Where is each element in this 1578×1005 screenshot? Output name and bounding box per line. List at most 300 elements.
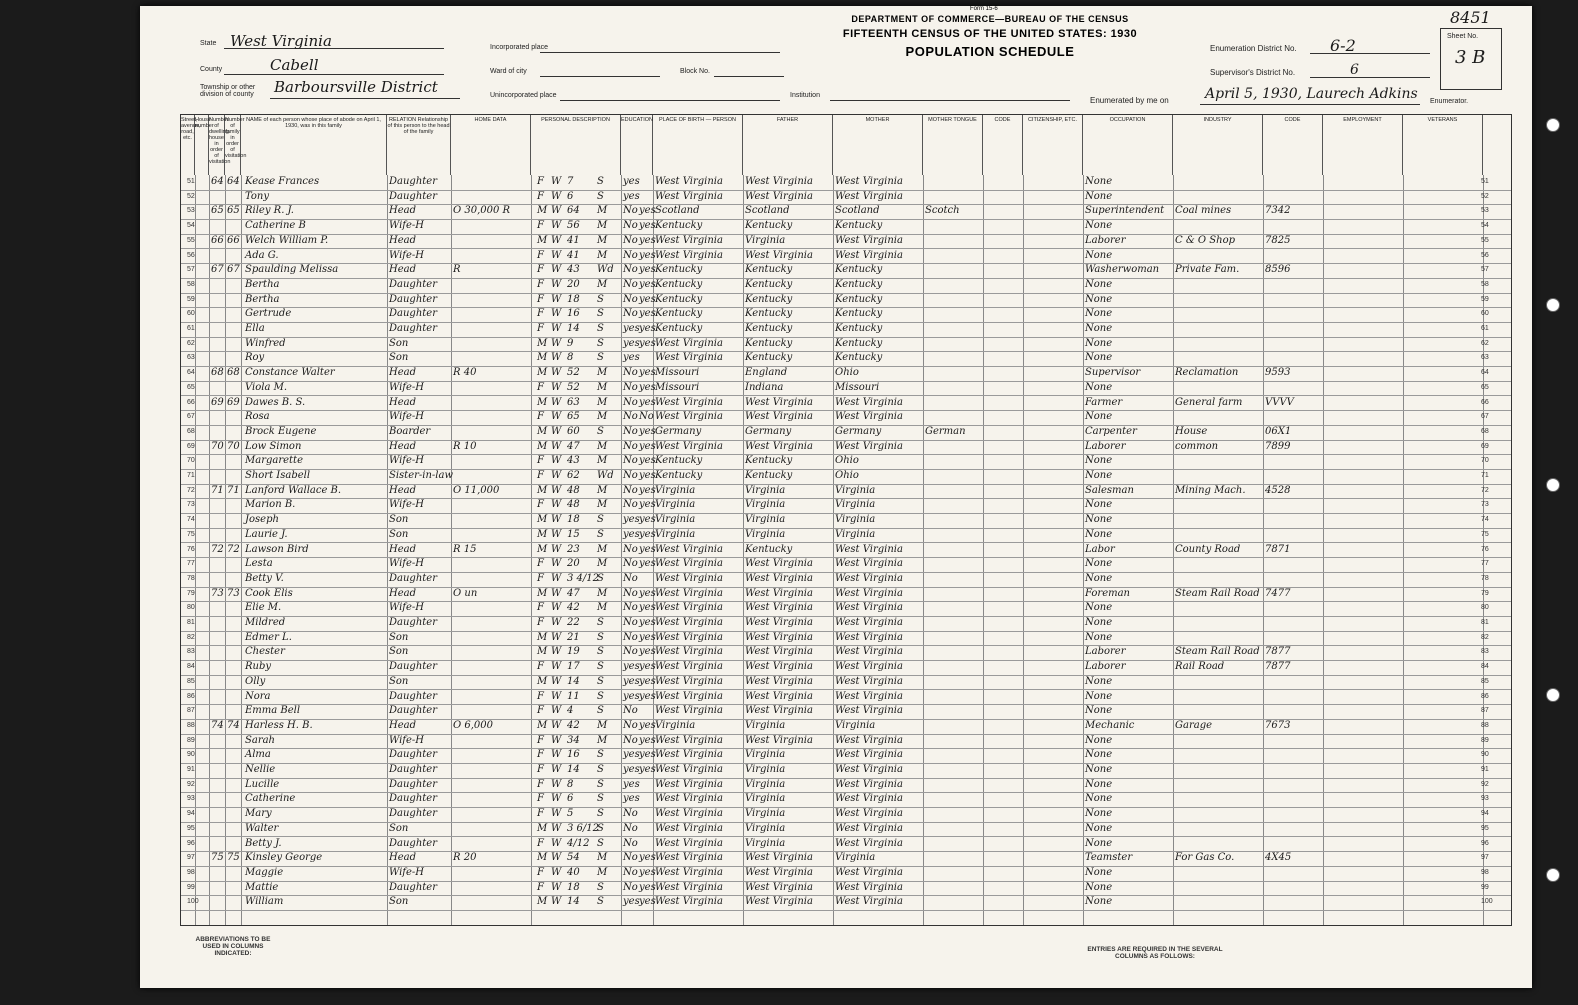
block-label: Block No.	[680, 68, 710, 75]
line-number: 54	[187, 222, 195, 230]
line-number: 74	[187, 516, 195, 524]
cell-sex: M	[537, 484, 548, 496]
cell-occ: None	[1085, 617, 1113, 628]
cell-rel: Wife-H	[389, 381, 425, 393]
table-row	[181, 322, 1511, 338]
cell-mpob: West Virginia	[835, 808, 903, 820]
cell-home	[453, 396, 529, 411]
archive-stamp: 8451	[1450, 8, 1491, 27]
cell-home	[453, 748, 529, 763]
township-label: Township or other division of county	[200, 84, 256, 98]
cell-read: yes	[639, 675, 656, 687]
cell-sch: No	[623, 587, 638, 599]
cell-pob: West Virginia	[655, 793, 723, 805]
cell-ind	[1175, 219, 1263, 234]
cell-code	[1265, 807, 1321, 822]
cell-race: W	[551, 425, 562, 437]
cell-dw	[211, 572, 225, 587]
cell-occ: Laborer	[1085, 646, 1126, 658]
cell-code: 4X45	[1265, 852, 1292, 864]
cell-dw: 70	[211, 440, 224, 452]
cell-code	[1265, 778, 1321, 793]
cell-fpob: West Virginia	[745, 617, 813, 628]
cell-dw	[211, 895, 225, 910]
cell-home	[453, 895, 529, 910]
line-number: 100	[187, 898, 199, 906]
cell-home: R 40	[453, 367, 477, 379]
cell-occ: None	[1085, 675, 1113, 687]
cell-home	[453, 572, 529, 587]
cell-rel: Sister-in-law	[389, 470, 454, 481]
cell-fpob: Virginia	[745, 234, 786, 246]
line-number: 65	[187, 383, 195, 391]
cell-code: 7342	[1265, 205, 1291, 217]
cell-occ: None	[1085, 381, 1113, 393]
cell-race: W	[551, 705, 562, 717]
cell-mpob: West Virginia	[835, 631, 903, 643]
cell-sex: F	[537, 293, 544, 305]
cell-sex: F	[537, 264, 544, 276]
cell-name: Walter	[245, 822, 279, 834]
cell-occ: None	[1085, 176, 1113, 187]
cell-name: Olly	[245, 675, 266, 687]
cell-fpob: West Virginia	[745, 440, 813, 452]
line-number: 55	[187, 236, 195, 244]
cell-tongue	[925, 719, 983, 734]
line-number: 82	[187, 633, 195, 641]
cell-occ: None	[1085, 690, 1113, 702]
cell-sch: yes	[623, 337, 640, 349]
cell-occ: None	[1085, 896, 1113, 908]
cell-ms: M	[597, 381, 608, 393]
cell-mpob: Ohio	[835, 470, 859, 481]
cell-rel: Daughter	[389, 617, 437, 628]
cell-name: Mattie	[245, 881, 279, 893]
column-header: House number	[195, 115, 209, 175]
line-number: 76	[1481, 545, 1489, 553]
cell-pob: Kentucky	[655, 264, 703, 276]
cell-dw	[211, 557, 225, 572]
cell-tongue	[925, 572, 983, 587]
cell-fpob: Kentucky	[745, 308, 793, 320]
line-number: 87	[1481, 707, 1489, 715]
line-number: 97	[1481, 854, 1489, 862]
line-number: 63	[187, 354, 195, 362]
cell-pob: West Virginia	[655, 661, 723, 673]
cell-code	[1265, 454, 1321, 469]
cell-ind: Coal mines	[1175, 205, 1232, 217]
cell-occ: None	[1085, 705, 1113, 717]
cell-sex: M	[537, 440, 548, 452]
cell-mpob: West Virginia	[835, 411, 903, 423]
cell-ms: M	[597, 719, 608, 731]
cell-pob: Kentucky	[655, 278, 703, 290]
cell-name: Constance Walter	[245, 367, 335, 379]
enum-district-value: 6-2	[1330, 36, 1356, 55]
cell-home	[453, 616, 529, 631]
cell-age: 3 6/12	[567, 822, 599, 834]
cell-ms: M	[597, 411, 608, 423]
cell-pob: Virginia	[655, 514, 696, 526]
cell-ind	[1175, 454, 1263, 469]
cell-home	[453, 792, 529, 807]
cell-race: W	[551, 337, 562, 349]
line-number: 71	[187, 472, 195, 479]
cell-fam: 65	[227, 205, 240, 217]
line-number: 81	[187, 619, 195, 626]
cell-rel: Boarder	[389, 425, 431, 437]
cell-rel: Daughter	[389, 308, 437, 320]
cell-dw	[211, 601, 225, 616]
cell-tongue	[925, 822, 983, 837]
line-number: 64	[1481, 369, 1489, 377]
cell-mpob: West Virginia	[835, 646, 903, 658]
cell-sex: F	[537, 381, 544, 393]
cell-age: 9	[567, 337, 574, 349]
cell-home	[453, 307, 529, 322]
cell-fpob: Kentucky	[745, 470, 793, 481]
cell-fpob: West Virginia	[745, 190, 813, 202]
cell-read: yes	[639, 470, 656, 481]
cell-code	[1265, 748, 1321, 763]
cell-dw	[211, 631, 225, 646]
table-row	[181, 337, 1511, 353]
cell-fam	[227, 881, 241, 896]
cell-home	[453, 601, 529, 616]
line-number: 92	[187, 780, 195, 788]
cell-dw: 75	[211, 852, 224, 864]
cell-rel: Head	[389, 719, 417, 731]
cell-occ: None	[1085, 337, 1113, 349]
cell-race: W	[551, 822, 562, 834]
cell-ms: M	[597, 367, 608, 379]
cell-code	[1265, 219, 1321, 234]
cell-sex: F	[537, 793, 544, 805]
cell-sch: No	[623, 308, 638, 320]
table-row	[181, 190, 1511, 206]
cell-code: 7477	[1265, 587, 1291, 599]
cell-rel: Daughter	[389, 793, 437, 805]
table-row	[181, 895, 1511, 911]
cell-read: yes	[639, 293, 656, 305]
cell-rel: Son	[389, 896, 409, 908]
cell-race: W	[551, 852, 562, 864]
cell-race: W	[551, 367, 562, 379]
table-row	[181, 381, 1511, 397]
cell-rel: Head	[389, 484, 417, 496]
cell-age: 34	[567, 734, 580, 746]
cell-sex: M	[537, 234, 548, 246]
table-row	[181, 219, 1511, 235]
cell-fpob: Kentucky	[745, 455, 793, 467]
cell-sch: No	[623, 470, 638, 481]
line-number: 89	[187, 736, 195, 744]
cell-fam	[227, 704, 241, 719]
cell-fpob: Kentucky	[745, 337, 793, 349]
cell-sex: F	[537, 881, 544, 893]
cell-fam: 68	[227, 367, 240, 379]
cell-occ: None	[1085, 602, 1113, 614]
cell-tongue	[925, 778, 983, 793]
line-number: 59	[187, 295, 195, 303]
cell-fpob: West Virginia	[745, 896, 813, 908]
line-number: 94	[1481, 810, 1489, 818]
cell-pob: West Virginia	[655, 337, 723, 349]
cell-ms: S	[597, 690, 604, 702]
table-row	[181, 204, 1511, 220]
cell-fam: 67	[227, 264, 240, 276]
cell-sch: yes	[623, 528, 640, 540]
cell-race: W	[551, 558, 562, 570]
cell-age: 14	[567, 323, 580, 334]
cell-age: 15	[567, 528, 580, 540]
cell-fam	[227, 190, 241, 205]
cell-sch: yes	[623, 793, 640, 805]
cell-read: yes	[639, 205, 656, 217]
cell-ind	[1175, 190, 1263, 205]
cell-read: yes	[639, 484, 656, 496]
cell-ms: M	[597, 396, 608, 408]
cell-sex: M	[537, 631, 548, 643]
cell-fpob: West Virginia	[745, 411, 813, 423]
cell-race: W	[551, 661, 562, 673]
line-number: 93	[187, 795, 195, 803]
cell-read: yes	[639, 631, 656, 643]
cell-sex: F	[537, 176, 544, 187]
line-number: 61	[1481, 325, 1489, 332]
cell-race: W	[551, 484, 562, 496]
enumerated-label: Enumerated by me on	[1090, 96, 1169, 105]
table-row	[181, 587, 1511, 603]
cell-race: W	[551, 293, 562, 305]
column-header: MOTHER	[833, 115, 923, 175]
line-number: 59	[1481, 295, 1489, 303]
cell-ms: Wd	[597, 264, 614, 276]
cell-age: 21	[567, 631, 580, 643]
cell-fam: 64	[227, 176, 240, 187]
cell-home: O 6,000	[453, 719, 494, 731]
cell-home	[453, 881, 529, 896]
cell-sex: M	[537, 396, 548, 408]
cell-rel: Head	[389, 852, 417, 864]
cell-ind: Garage	[1175, 719, 1213, 731]
cell-code	[1265, 675, 1321, 690]
cell-age: 60	[567, 425, 580, 437]
cell-race: W	[551, 323, 562, 334]
cell-name: Bertha	[245, 293, 280, 305]
cell-fpob: West Virginia	[745, 646, 813, 658]
cell-race: W	[551, 543, 562, 555]
cell-age: 18	[567, 881, 580, 893]
cell-mpob: West Virginia	[835, 176, 903, 187]
cell-ms: M	[597, 484, 608, 496]
table-row	[181, 366, 1511, 382]
cell-fam	[227, 675, 241, 690]
cell-occ: None	[1085, 866, 1113, 878]
cell-ms: M	[597, 455, 608, 467]
cell-fam	[227, 734, 241, 749]
cell-ms: S	[597, 661, 604, 673]
cell-sex: M	[537, 719, 548, 731]
cell-tongue	[925, 469, 983, 484]
line-number: 65	[1481, 383, 1489, 391]
cell-read: yes	[639, 896, 656, 908]
cell-tongue	[925, 851, 983, 866]
cell-age: 16	[567, 308, 580, 320]
cell-ms: S	[597, 425, 604, 437]
cell-mpob: West Virginia	[835, 837, 903, 849]
sheet-value: 3 B	[1455, 47, 1486, 68]
cell-ind: For Gas Co.	[1175, 852, 1235, 864]
cell-occ: Mechanic	[1085, 719, 1135, 731]
cell-occ: None	[1085, 528, 1113, 540]
cell-code	[1265, 513, 1321, 528]
cell-sch: No	[623, 543, 638, 555]
cell-age: 4	[567, 705, 574, 717]
cell-read: yes	[639, 278, 656, 290]
cell-rel: Daughter	[389, 278, 437, 290]
cell-fpob: Virginia	[745, 749, 786, 761]
cell-name: Lawson Bird	[245, 543, 309, 555]
cell-tongue	[925, 498, 983, 513]
cell-read: yes	[639, 396, 656, 408]
line-number: 56	[187, 251, 195, 259]
cell-ind	[1175, 410, 1263, 425]
cell-code	[1265, 175, 1321, 190]
line-number: 91	[187, 766, 195, 773]
cell-code: 7877	[1265, 661, 1291, 673]
cell-ind	[1175, 807, 1263, 822]
cell-fam: 70	[227, 440, 240, 452]
cell-age: 18	[567, 514, 580, 526]
cell-ms: S	[597, 176, 604, 187]
cell-fam	[227, 249, 241, 264]
cell-ms: S	[597, 352, 604, 364]
cell-pob: West Virginia	[655, 572, 723, 584]
line-number: 75	[1481, 530, 1489, 538]
column-header: CITIZENSHIP, ETC.	[1023, 115, 1083, 175]
cell-occ: None	[1085, 190, 1113, 202]
cell-occ: None	[1085, 308, 1113, 320]
cell-home: R 10	[453, 440, 477, 452]
cell-fpob: West Virginia	[745, 176, 813, 187]
cell-occ: None	[1085, 249, 1113, 261]
cell-fpob: Virginia	[745, 837, 786, 849]
cell-home	[453, 381, 529, 396]
cell-race: W	[551, 896, 562, 908]
cell-read: yes	[639, 881, 656, 893]
cell-fam	[227, 763, 241, 778]
cell-pob: West Virginia	[655, 881, 723, 893]
cell-fam	[227, 778, 241, 793]
cell-ind: General farm	[1175, 396, 1243, 408]
cell-occ: None	[1085, 572, 1113, 584]
cell-fpob: Virginia	[745, 793, 786, 805]
cell-dw	[211, 822, 225, 837]
line-number: 68	[187, 427, 195, 435]
cell-fam	[227, 616, 241, 631]
cell-pob: Virginia	[655, 499, 696, 511]
table-row	[181, 498, 1511, 514]
line-number: 69	[1481, 442, 1489, 450]
cell-sex: F	[537, 558, 544, 570]
cell-sex: F	[537, 734, 544, 746]
cell-name: William	[245, 896, 284, 908]
cell-mpob: Missouri	[835, 381, 880, 393]
cell-race: W	[551, 514, 562, 526]
line-number: 52	[187, 192, 195, 200]
cell-read: yes	[639, 367, 656, 379]
cell-home	[453, 175, 529, 190]
cell-sex: F	[537, 866, 544, 878]
line-number: 66	[1481, 398, 1489, 406]
incorporated-label: Incorporated place	[490, 44, 548, 51]
cell-name: Marion B.	[245, 499, 296, 511]
cell-mpob: Virginia	[835, 499, 876, 511]
cell-occ: None	[1085, 558, 1113, 570]
cell-ind	[1175, 866, 1263, 881]
cell-sch: No	[623, 705, 638, 717]
cell-occ: None	[1085, 470, 1113, 481]
cell-ind	[1175, 895, 1263, 910]
cell-occ: Salesman	[1085, 484, 1134, 496]
cell-sex: F	[537, 808, 544, 820]
cell-age: 48	[567, 484, 580, 496]
cell-ms: M	[597, 852, 608, 864]
cell-fam	[227, 792, 241, 807]
cell-mpob: Kentucky	[835, 337, 883, 349]
cell-race: W	[551, 793, 562, 805]
cell-occ: None	[1085, 514, 1113, 526]
cell-sch: No	[623, 602, 638, 614]
cell-home: R 20	[453, 852, 477, 864]
cell-mpob: Ohio	[835, 367, 859, 379]
cell-dw	[211, 866, 225, 881]
cell-mpob: Virginia	[835, 528, 876, 540]
cell-age: 62	[567, 470, 580, 481]
cell-name: Harless H. B.	[245, 719, 313, 731]
cell-age: 41	[567, 234, 580, 246]
cell-pob: West Virginia	[655, 440, 723, 452]
cell-race: W	[551, 602, 562, 614]
cell-mpob: West Virginia	[835, 749, 903, 761]
cell-ind	[1175, 881, 1263, 896]
cell-ind	[1175, 293, 1263, 308]
cell-mpob: West Virginia	[835, 617, 903, 628]
cell-ind	[1175, 513, 1263, 528]
cell-home	[453, 866, 529, 881]
cell-pob: West Virginia	[655, 631, 723, 643]
cell-fam: 66	[227, 234, 240, 246]
cell-name: Ada G.	[245, 249, 279, 261]
cell-name: Margarette	[245, 455, 303, 467]
cell-dw: 66	[211, 234, 224, 246]
cell-pob: West Virginia	[655, 190, 723, 202]
column-header: Number of family in order of visitation	[225, 115, 241, 175]
cell-age: 22	[567, 617, 580, 628]
cell-tongue	[925, 895, 983, 910]
cell-ms: S	[597, 528, 604, 540]
cell-race: W	[551, 734, 562, 746]
cell-pob: West Virginia	[655, 396, 723, 408]
cell-age: 54	[567, 852, 580, 864]
cell-sch: No	[623, 411, 638, 423]
cell-age: 42	[567, 719, 580, 731]
cell-ms: S	[597, 572, 604, 584]
census-title: FIFTEENTH CENSUS OF THE UNITED STATES: 1930	[842, 28, 1138, 40]
column-header: PERSONAL DESCRIPTION	[531, 115, 621, 175]
cell-sex: F	[537, 690, 544, 702]
